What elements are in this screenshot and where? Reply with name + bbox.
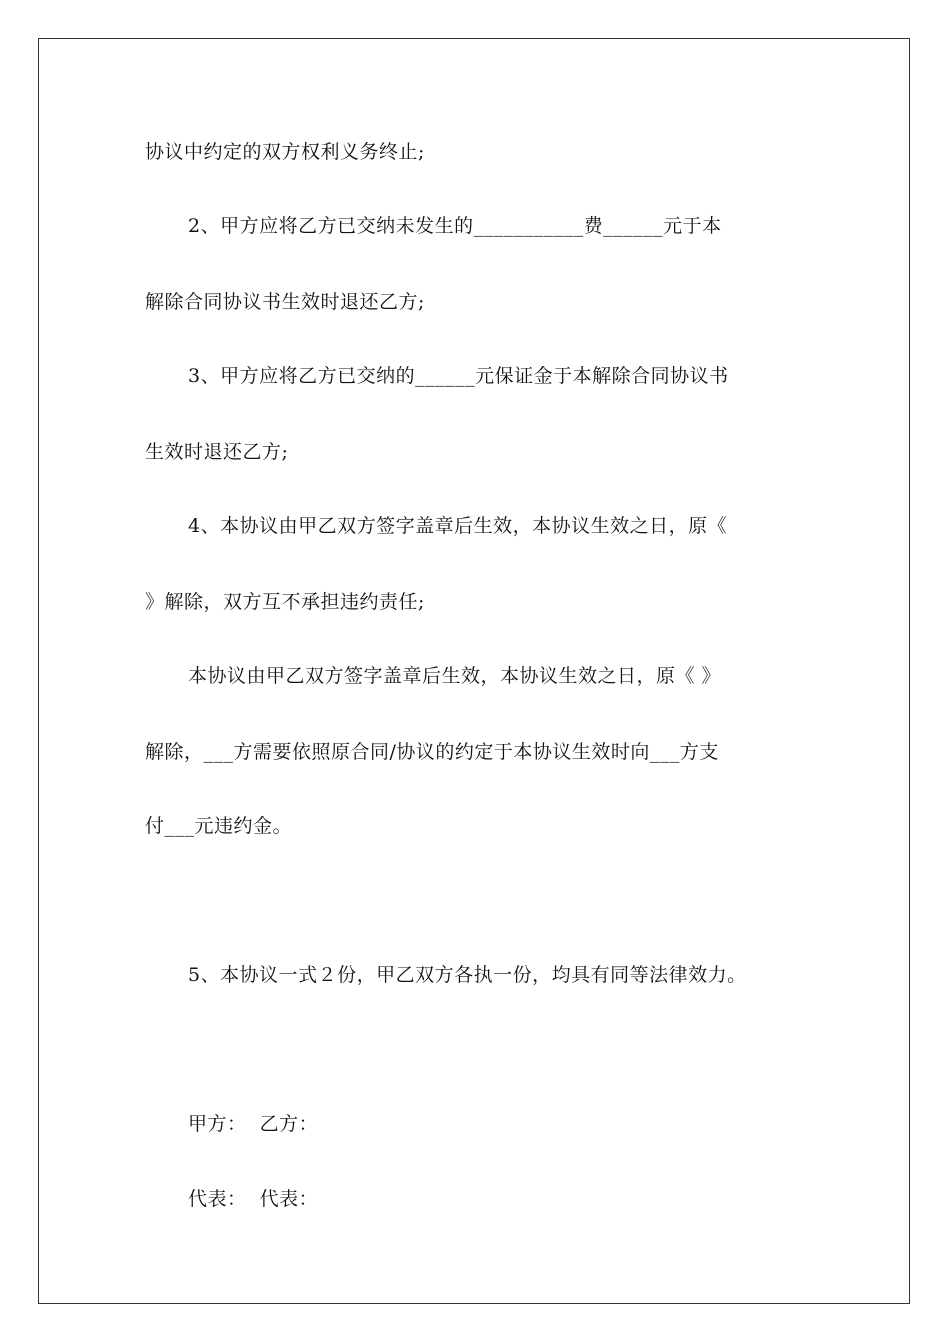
text-line-10: 付___元违约金。 <box>145 815 293 837</box>
signature-party-line: 甲方： 乙方： <box>188 1113 319 1135</box>
text-line-2: 2、甲方应将乙方已交纳未发生的___________费______元于本 <box>188 215 722 237</box>
text-line-7: 》解除，双方互不承担违约责任; <box>145 591 425 613</box>
text-line-1: 协议中约定的双方权利义务终止; <box>145 141 425 163</box>
text-line-11: 5、本协议一式２份，甲乙双方各执一份，均具有同等法律效力。 <box>188 964 747 986</box>
text-line-6: 4、本协议由甲乙双方签字盖章后生效，本协议生效之日，原《 <box>188 515 728 537</box>
text-line-4: 3、甲方应将乙方已交纳的______元保证金于本解除合同协议书 <box>188 365 729 387</box>
text-line-5: 生效时退还乙方; <box>145 441 289 463</box>
text-line-8: 本协议由甲乙双方签字盖章后生效，本协议生效之日，原《 》 <box>188 665 722 687</box>
text-line-3: 解除合同协议书生效时退还乙方; <box>145 291 425 313</box>
text-line-9: 解除，___方需要依照原合同/协议的约定于本协议生效时向___方支 <box>145 741 719 763</box>
signature-representative-line: 代表： 代表： <box>188 1188 319 1210</box>
